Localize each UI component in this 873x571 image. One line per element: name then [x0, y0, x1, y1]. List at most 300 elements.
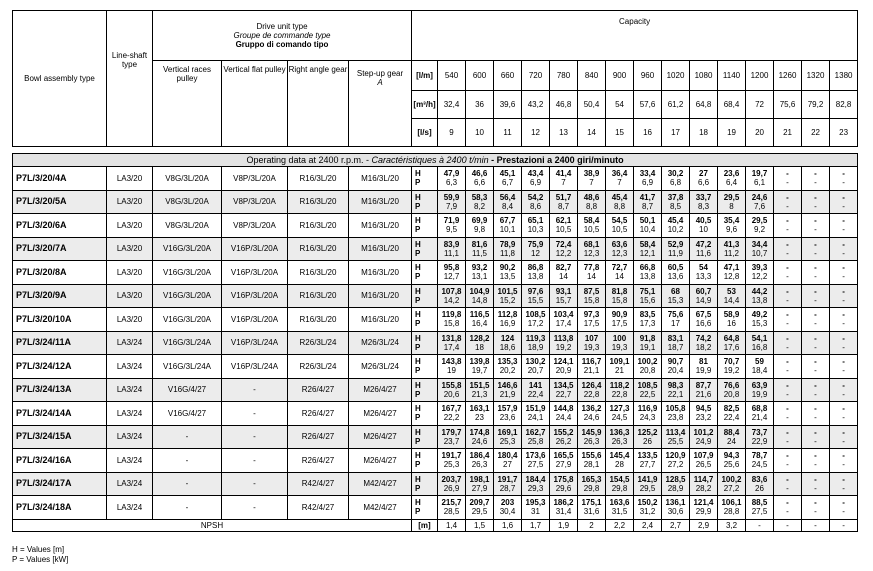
- power-value: 16,6: [695, 319, 712, 329]
- head-value: 119,8: [441, 310, 462, 320]
- power-value: -: [842, 295, 845, 305]
- head-value: 144,8: [553, 404, 574, 414]
- step-up-gear-cell: M26/4/27: [349, 449, 412, 473]
- power-value: 10,5: [555, 225, 572, 235]
- capacity-m3h-cell: 36: [466, 91, 494, 119]
- power-value: 9,5: [445, 225, 458, 235]
- value-cell: [578, 425, 606, 449]
- power-value: 13,1: [471, 272, 488, 282]
- power-value: -: [786, 460, 789, 470]
- power-value: 13,8: [751, 295, 768, 305]
- power-value: 16,8: [751, 342, 768, 352]
- unit-m3h: [m³/h]: [412, 91, 438, 119]
- h-label: H: [415, 357, 421, 367]
- capacity-lm-cell: 540: [438, 61, 466, 91]
- value-cell: [746, 284, 774, 308]
- head-value: 41,3: [723, 239, 740, 249]
- power-value: 6,9: [641, 178, 654, 188]
- head-value: -: [842, 380, 845, 390]
- value-cell: [830, 355, 858, 379]
- head-value: -: [842, 357, 845, 367]
- h-label: H: [415, 427, 421, 437]
- value-cell: [494, 237, 522, 261]
- head-value: 113,4: [665, 427, 686, 437]
- value-cell: [774, 331, 802, 355]
- head-value: 116,7: [581, 357, 602, 367]
- capacity-m3h-cell: 46,8: [550, 91, 578, 119]
- p-label: P: [415, 389, 421, 399]
- line-shaft-cell: LA3/20: [107, 214, 153, 238]
- value-cell: [830, 167, 858, 191]
- head-value: 104,9: [469, 286, 490, 296]
- value-cell: [718, 261, 746, 285]
- table-row: [13, 496, 858, 520]
- value-cell: [522, 355, 550, 379]
- power-value: -: [786, 178, 789, 188]
- power-value: 14,8: [471, 295, 488, 305]
- hp-label-cell: [412, 331, 438, 355]
- head-value: 37,8: [667, 192, 684, 202]
- power-value: 16,4: [471, 319, 488, 329]
- power-value: 6,8: [669, 178, 682, 188]
- head-value: 174,8: [469, 427, 490, 437]
- power-value: 11,6: [696, 248, 711, 258]
- head-value: -: [842, 169, 845, 179]
- head-value: -: [814, 169, 817, 179]
- power-value: -: [814, 342, 817, 352]
- value-cell: [606, 449, 634, 473]
- power-value: 24,1: [527, 413, 544, 423]
- head-value: 47,2: [695, 239, 712, 249]
- power-value: -: [842, 436, 845, 446]
- power-value: 14: [615, 272, 624, 282]
- value-cell: [690, 472, 718, 496]
- power-value: 13,6: [667, 272, 684, 282]
- hp-label-cell: [412, 190, 438, 214]
- model-cell: P7L/3/24/12A: [13, 355, 107, 379]
- value-cell: [690, 355, 718, 379]
- capacity-ls-cell: 20: [746, 119, 774, 147]
- vertical-flat-pulley-cell: V8P/3L/20A: [222, 190, 288, 214]
- head-value: 45,4: [667, 216, 684, 226]
- npsh-value: 3,2: [718, 519, 746, 531]
- head-value: -: [814, 192, 817, 202]
- value-cell: [634, 378, 662, 402]
- head-value: 94,3: [723, 451, 740, 461]
- vertical-flat-pulley-cell: V16P/3L/24A: [222, 355, 288, 379]
- value-cell: [802, 237, 830, 261]
- head-value: 114,7: [693, 474, 714, 484]
- power-value: 12,2: [751, 272, 768, 282]
- value-cell: [494, 378, 522, 402]
- capacity-lm-cell: 600: [466, 61, 494, 91]
- p-label: P: [415, 436, 421, 446]
- value-cell: [522, 308, 550, 332]
- head-value: 107: [584, 333, 599, 343]
- value-cell: [830, 308, 858, 332]
- value-cell: [438, 449, 466, 473]
- value-cell: [802, 449, 830, 473]
- value-cell: [578, 402, 606, 426]
- head-value: 69,9: [471, 216, 488, 226]
- head-value: 68,8: [751, 404, 768, 414]
- value-cell: [718, 167, 746, 191]
- step-up-gear-sub: A: [377, 78, 383, 87]
- value-cell: [606, 425, 634, 449]
- power-value: 10,5: [583, 225, 600, 235]
- value-cell: [522, 449, 550, 473]
- head-value: 98,3: [667, 380, 684, 390]
- right-angle-gear-cell: R16/3L/20: [288, 261, 349, 285]
- value-cell: [466, 167, 494, 191]
- table-row: [13, 472, 858, 496]
- capacity-lm-cell: 720: [522, 61, 550, 91]
- unit-ls: [l/s]: [412, 119, 438, 147]
- capacity-lm-cell: 840: [578, 61, 606, 91]
- power-value: 18,2: [695, 342, 712, 352]
- value-cell: [802, 378, 830, 402]
- head-value: 27: [699, 169, 708, 179]
- head-value: 191,7: [497, 474, 518, 484]
- head-value: 163,6: [609, 498, 630, 508]
- power-value: 15,7: [555, 295, 572, 305]
- value-cell: [522, 214, 550, 238]
- value-cell: [802, 261, 830, 285]
- power-value: 13,8: [527, 272, 544, 282]
- p-label: P: [415, 295, 421, 305]
- value-cell: [662, 449, 690, 473]
- power-value: 6,7: [501, 178, 514, 188]
- h-label: H: [415, 404, 421, 414]
- npsh-row: [13, 519, 858, 531]
- npsh-value: 2: [578, 519, 606, 531]
- head-value: 91,8: [639, 333, 656, 343]
- head-value: 154,5: [609, 474, 630, 484]
- head-value: 97,6: [527, 286, 544, 296]
- power-value: 19,9: [695, 366, 712, 376]
- line-shaft-cell: LA3/24: [107, 402, 153, 426]
- power-value: -: [814, 178, 817, 188]
- value-cell: [662, 261, 690, 285]
- capacity-lm-cell: 1260: [774, 61, 802, 91]
- value-cell: [830, 190, 858, 214]
- capacity-m3h-cell: 32,4: [438, 91, 466, 119]
- capacity-lm-cell: 1020: [662, 61, 690, 91]
- power-value: 9,6: [725, 225, 738, 235]
- value-cell: [830, 284, 858, 308]
- power-value: 26,3: [471, 460, 488, 470]
- vertical-flat-pulley-cell: V16P/3L/20A: [222, 261, 288, 285]
- vertical-races-pulley-cell: V16G/3L/20A: [153, 237, 222, 261]
- step-up-gear-cell: M16/3L/20: [349, 284, 412, 308]
- head-value: -: [814, 474, 817, 484]
- power-value: 12: [531, 248, 540, 258]
- value-cell: [606, 261, 634, 285]
- value-cell: [606, 472, 634, 496]
- line-shaft-cell: LA3/20: [107, 167, 153, 191]
- head-value: -: [842, 404, 845, 414]
- power-value: 15,8: [443, 319, 460, 329]
- power-value: 25,8: [527, 436, 544, 446]
- h-label: H: [415, 263, 421, 273]
- head-value: 198,1: [469, 474, 490, 484]
- head-value: 203: [500, 498, 515, 508]
- capacity-m3h-cell: 79,2: [802, 91, 830, 119]
- head-value: -: [786, 169, 789, 179]
- power-value: 27,2: [723, 483, 740, 493]
- right-angle-gear-cell: R16/3L/20: [288, 190, 349, 214]
- value-cell: [578, 190, 606, 214]
- capacity-ls-cell: 23: [830, 119, 858, 147]
- value-cell: [774, 284, 802, 308]
- power-value: 23,8: [667, 413, 684, 423]
- value-cell: [634, 190, 662, 214]
- value-cell: [746, 261, 774, 285]
- head-value: 83,1: [667, 333, 684, 343]
- vertical-races-pulley-cell: V16G/3L/24A: [153, 355, 222, 379]
- head-value: 108,5: [525, 310, 546, 320]
- head-value: 184,4: [525, 474, 546, 484]
- capacity-m3h-cell: 57,6: [634, 91, 662, 119]
- power-value: 11,2: [724, 248, 739, 258]
- power-value: 8,4: [501, 201, 514, 211]
- head-value: 124,1: [553, 357, 574, 367]
- value-cell: [746, 425, 774, 449]
- value-cell: [662, 472, 690, 496]
- head-value: 59,9: [443, 192, 460, 202]
- value-cell: [774, 308, 802, 332]
- value-cell: [522, 331, 550, 355]
- h-label: H: [415, 216, 421, 226]
- power-value: 17,2: [527, 319, 544, 329]
- head-value: 136,3: [609, 427, 630, 437]
- npsh-value: -: [802, 519, 830, 531]
- vertical-races-pulley-cell: V16G/4/27: [153, 378, 222, 402]
- power-value: 20,7: [527, 366, 544, 376]
- power-value: 7: [561, 178, 566, 188]
- value-cell: [466, 472, 494, 496]
- head-value: -: [842, 192, 845, 202]
- vertical-races-pulley-cell: -: [153, 425, 222, 449]
- power-value: 29,8: [611, 483, 628, 493]
- power-value: 14: [587, 272, 596, 282]
- power-value: 12,7: [443, 272, 460, 282]
- value-cell: [634, 261, 662, 285]
- power-value: -: [842, 342, 845, 352]
- value-cell: [438, 402, 466, 426]
- power-value: 6,1: [753, 178, 766, 188]
- power-value: -: [842, 248, 845, 258]
- power-value: -: [786, 248, 789, 258]
- npsh-value: 2,2: [606, 519, 634, 531]
- head-value: 56,4: [499, 192, 516, 202]
- npsh-label: NPSH: [13, 519, 412, 531]
- hp-label-cell: [412, 496, 438, 520]
- head-value: 83,6: [751, 474, 768, 484]
- power-value: 26,3: [583, 436, 600, 446]
- power-value: 21,1: [583, 366, 600, 376]
- head-value: 24,6: [751, 192, 768, 202]
- vertical-flat-pulley-cell: V8P/3L/20A: [222, 214, 288, 238]
- power-value: -: [814, 460, 817, 470]
- capacity-ls-cell: 18: [690, 119, 718, 147]
- power-value: 7,6: [753, 201, 766, 211]
- power-value: 14,9: [695, 295, 712, 305]
- value-cell: [774, 378, 802, 402]
- head-value: 135,3: [497, 357, 518, 367]
- head-value: 157,9: [497, 404, 518, 414]
- power-value: 19: [447, 366, 456, 376]
- power-value: 26: [755, 483, 764, 493]
- value-cell: [718, 496, 746, 520]
- value-cell: [662, 355, 690, 379]
- head-value: -: [786, 451, 789, 461]
- value-cell: [550, 449, 578, 473]
- head-value: 58,4: [639, 239, 656, 249]
- vertical-flat-pulley-cell: -: [222, 425, 288, 449]
- power-value: 24,5: [611, 413, 628, 423]
- step-up-gear-header: [349, 61, 412, 147]
- hp-label-cell: [412, 425, 438, 449]
- head-value: -: [786, 474, 789, 484]
- bowl-assembly-type-header: Bowl assembly type: [13, 11, 107, 147]
- value-cell: [466, 331, 494, 355]
- head-value: 118,2: [609, 380, 630, 390]
- value-cell: [662, 402, 690, 426]
- value-cell: [522, 284, 550, 308]
- head-value: 127,3: [609, 404, 630, 414]
- line-shaft-cell: LA3/20: [107, 284, 153, 308]
- right-angle-gear-cell: R16/3L/20: [288, 308, 349, 332]
- value-cell: [662, 190, 690, 214]
- model-cell: P7L/3/20/4A: [13, 167, 107, 191]
- power-value: 8: [729, 201, 734, 211]
- head-value: 78,7: [751, 451, 768, 461]
- hp-label-cell: [412, 284, 438, 308]
- power-value: 8,5: [669, 201, 682, 211]
- power-value: 8,8: [585, 201, 598, 211]
- step-up-gear-cell: M16/3L/20: [349, 308, 412, 332]
- head-value: -: [814, 333, 817, 343]
- head-value: 86,8: [527, 263, 544, 273]
- head-value: 58,9: [723, 310, 740, 320]
- capacity-m3h-cell: 72: [746, 91, 774, 119]
- value-cell: [690, 308, 718, 332]
- value-cell: [830, 449, 858, 473]
- value-cell: [578, 378, 606, 402]
- head-value: -: [786, 216, 789, 226]
- value-cell: [522, 402, 550, 426]
- power-value: 28,5: [443, 507, 460, 517]
- value-cell: [690, 496, 718, 520]
- power-value: 9,8: [473, 225, 486, 235]
- head-value: 23,6: [723, 169, 740, 179]
- line-shaft-cell: LA3/20: [107, 237, 153, 261]
- power-value: -: [842, 178, 845, 188]
- power-value: 14: [559, 272, 568, 282]
- power-value: 17,4: [555, 319, 572, 329]
- value-cell: [774, 214, 802, 238]
- value-cell: [438, 190, 466, 214]
- value-cell: [690, 378, 718, 402]
- value-cell: [550, 237, 578, 261]
- vertical-flat-pulley-cell: -: [222, 449, 288, 473]
- h-label: H: [415, 474, 421, 484]
- power-value: 29,5: [471, 507, 488, 517]
- right-angle-gear-cell: R16/3L/20: [288, 284, 349, 308]
- head-value: 62,1: [555, 216, 572, 226]
- head-value: 105,8: [665, 404, 686, 414]
- table-row: [13, 355, 858, 379]
- power-value: 12,1: [639, 248, 656, 258]
- vertical-races-pulley-cell: V8G/3L/20A: [153, 190, 222, 214]
- value-cell: [606, 214, 634, 238]
- head-value: -: [786, 310, 789, 320]
- power-value: 7,9: [445, 201, 458, 211]
- model-cell: P7L/3/24/13A: [13, 378, 107, 402]
- p-label: P: [415, 225, 421, 235]
- operating-fr: Caractéristiques à 2400 t/min: [371, 154, 489, 165]
- head-value: 81,8: [611, 286, 628, 296]
- power-value: 31,5: [611, 507, 628, 517]
- capacity-m3h-cell: 43,2: [522, 91, 550, 119]
- power-value: 24: [727, 436, 736, 446]
- head-value: 95,8: [443, 263, 460, 273]
- vertical-flat-pulley-cell: -: [222, 472, 288, 496]
- power-value: 24,6: [471, 436, 488, 446]
- model-cell: P7L/3/20/8A: [13, 261, 107, 285]
- value-cell: [522, 378, 550, 402]
- power-value: 25,3: [499, 436, 516, 446]
- value-cell: [662, 308, 690, 332]
- power-value: 21,4: [751, 413, 768, 423]
- head-value: 155,8: [441, 380, 462, 390]
- power-value: 15,3: [751, 319, 768, 329]
- p-label: P: [415, 366, 421, 376]
- head-value: 215,7: [441, 498, 462, 508]
- head-value: -: [842, 333, 845, 343]
- head-value: -: [786, 498, 789, 508]
- performance-table: [12, 153, 858, 532]
- h-label: H: [415, 192, 421, 202]
- npsh-value: 1,6: [494, 519, 522, 531]
- head-value: 83,5: [639, 310, 656, 320]
- table-row: [13, 331, 858, 355]
- power-value: 24,9: [695, 436, 712, 446]
- head-value: 195,3: [525, 498, 546, 508]
- model-cell: P7L/3/24/17A: [13, 472, 107, 496]
- value-cell: [578, 308, 606, 332]
- head-value: -: [814, 239, 817, 249]
- power-value: 19,3: [583, 342, 600, 352]
- head-value: 29,5: [751, 216, 768, 226]
- legend: [12, 545, 68, 565]
- capacity-header: Capacity: [412, 11, 858, 61]
- power-value: -: [842, 483, 845, 493]
- vertical-races-pulley-cell: V16G/3L/20A: [153, 284, 222, 308]
- value-cell: [774, 425, 802, 449]
- head-value: 58,3: [471, 192, 488, 202]
- value-cell: [830, 237, 858, 261]
- head-value: -: [842, 310, 845, 320]
- power-value: 22,9: [751, 436, 768, 446]
- capacity-m3h-cell: 50,4: [578, 91, 606, 119]
- head-value: 39,3: [751, 263, 768, 273]
- model-cell: P7L/3/20/10A: [13, 308, 107, 332]
- power-value: -: [842, 272, 845, 282]
- model-cell: P7L/3/20/6A: [13, 214, 107, 238]
- value-cell: [662, 214, 690, 238]
